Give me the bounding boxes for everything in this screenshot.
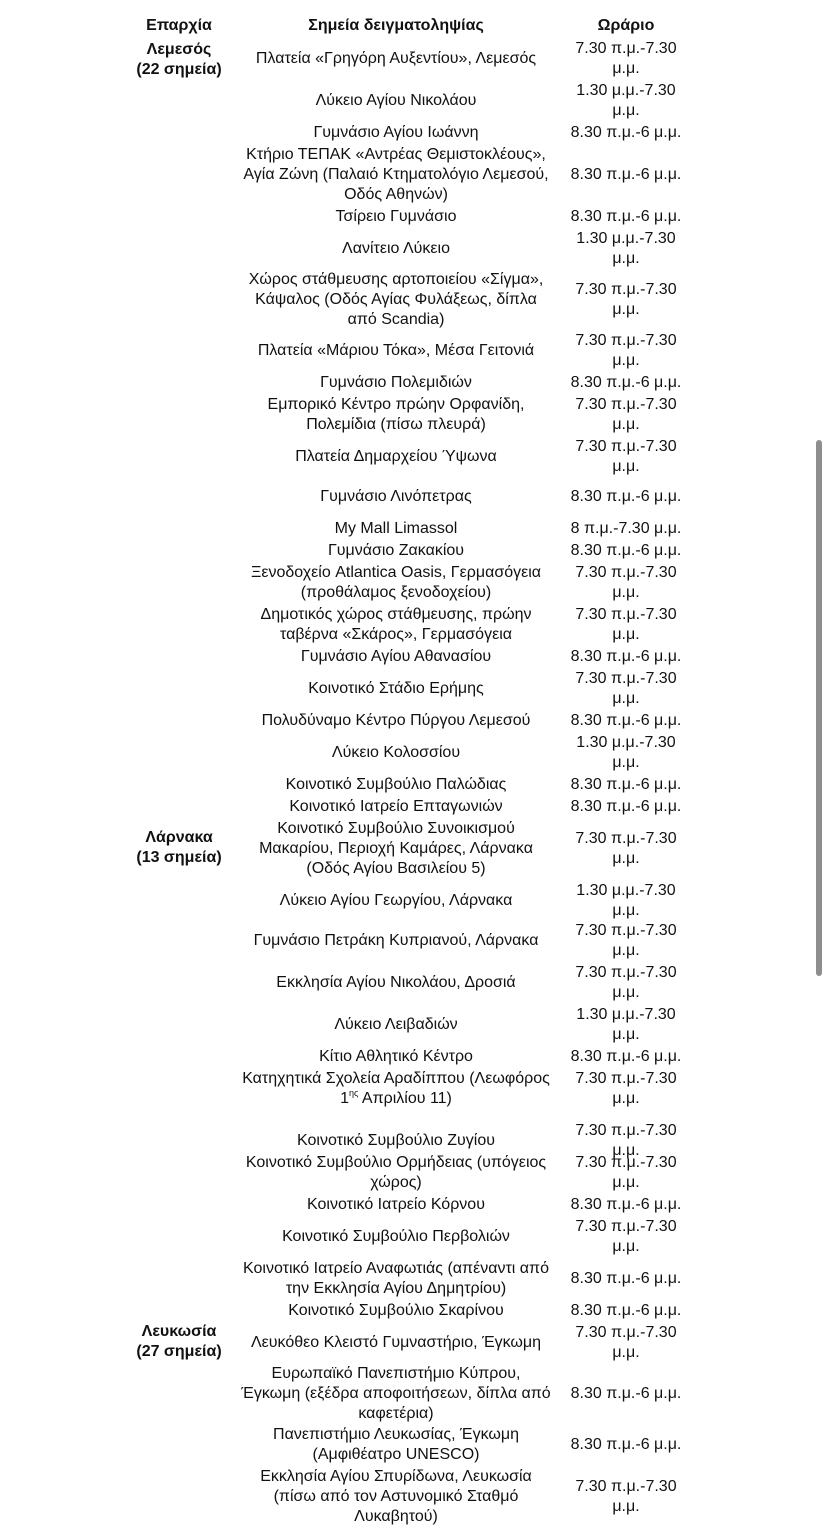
table-row bbox=[0, 1068, 828, 1110]
hours-cell-line: μ.μ. bbox=[612, 1498, 640, 1515]
table-row bbox=[0, 270, 828, 330]
location-cell bbox=[232, 819, 560, 879]
location-cell bbox=[232, 775, 560, 795]
scrollbar[interactable] bbox=[816, 440, 822, 976]
hours-cell bbox=[562, 1435, 690, 1455]
hours-cell bbox=[562, 963, 690, 1003]
hours-cell-line: μ.μ. bbox=[612, 902, 640, 919]
hours-cell-line: 7.30 π.μ.-7.30 bbox=[575, 1122, 677, 1139]
location-cell-line: Οδός Αθηνών) bbox=[344, 186, 448, 203]
district-count: (22 σημεία) bbox=[136, 61, 222, 78]
location-cell-line: Κοινοτικό Συμβούλιο Συνοικισμού bbox=[277, 820, 515, 837]
location-cell-line: (Οδός Αγίου Βασιλείου 5) bbox=[306, 860, 486, 877]
location-cell-line: Κατηχητικά Σχολεία Αραδίππου (Λεωφόρος bbox=[242, 1070, 550, 1087]
hours-cell-line: μ.μ. bbox=[612, 1174, 640, 1191]
location-cell-line: Κοινοτικό Συμβούλιο Ζυγίου bbox=[297, 1132, 495, 1149]
location-cell bbox=[232, 1364, 560, 1424]
table-row bbox=[0, 1364, 828, 1424]
location-cell bbox=[232, 123, 560, 143]
location-cell bbox=[232, 395, 560, 435]
hours-cell bbox=[562, 39, 690, 79]
location-cell-line: Κοινοτικό Συμβούλιο Ορμήδειας (υπόγειος bbox=[245, 1154, 547, 1171]
location-cell-line: Χώρος στάθμευσης αρτοποιείου «Σίγμα», bbox=[248, 271, 544, 288]
hours-cell-line: μ.μ. bbox=[612, 102, 640, 119]
table-row bbox=[0, 436, 828, 478]
hours-cell bbox=[562, 1384, 690, 1404]
table-row bbox=[0, 518, 828, 540]
location-cell-line: Λευκόθεο Κλειστό Γυμναστήριο, Έγκωμη bbox=[250, 1334, 542, 1351]
hours-cell-line: 7.30 π.μ.-7.30 bbox=[575, 964, 677, 981]
location-cell bbox=[232, 1131, 560, 1151]
location-cell bbox=[232, 711, 560, 731]
table-row bbox=[0, 604, 828, 646]
hours-cell-line: 7.30 π.μ.-7.30 bbox=[575, 922, 677, 939]
hours-cell bbox=[562, 605, 690, 645]
location-cell-line: Πανεπιστήμιο Λευκωσίας, Έγκωμη bbox=[273, 1426, 519, 1443]
hours-cell-line: 7.30 π.μ.-7.30 bbox=[575, 396, 677, 413]
hours-cell bbox=[562, 1195, 690, 1215]
hours-cell-line: μ.μ. bbox=[612, 60, 640, 77]
location-cell bbox=[232, 1153, 560, 1193]
hours-cell-line: 8.30 π.μ.-6 μ.μ. bbox=[570, 166, 682, 183]
hours-cell bbox=[562, 921, 690, 961]
hours-cell bbox=[562, 733, 690, 773]
location-cell-line: (προθάλαμος ξενοδοχείου) bbox=[300, 584, 492, 601]
hours-cell bbox=[562, 519, 690, 539]
hours-cell-line: 8.30 π.μ.-6 μ.μ. bbox=[570, 542, 682, 559]
location-cell-line: Κοινοτικό Ιατρείο Επταγωνιών bbox=[289, 798, 503, 815]
hours-cell-line: 8.30 π.μ.-6 μ.μ. bbox=[570, 208, 682, 225]
hours-cell-line: 7.30 π.μ.-7.30 bbox=[575, 281, 677, 298]
location-cell bbox=[232, 973, 560, 993]
hours-cell-line: μ.μ. bbox=[612, 690, 640, 707]
hours-cell-line: 8.30 π.μ.-6 μ.μ. bbox=[570, 776, 682, 793]
table-row bbox=[0, 710, 828, 732]
location-cell-line: Αγία Ζώνη (Παλαιό Κτηματολόγιο Λεμεσού, bbox=[243, 166, 549, 183]
location-cell bbox=[232, 541, 560, 561]
hours-cell-line: 1.30 μ.μ.-7.30 bbox=[576, 230, 676, 247]
table-row bbox=[0, 1004, 828, 1046]
hours-cell-line: 8.30 π.μ.-6 μ.μ. bbox=[570, 488, 682, 505]
hours-cell-line: 7.30 π.μ.-7.30 bbox=[575, 1154, 677, 1171]
location-cell bbox=[232, 519, 560, 539]
hours-cell bbox=[562, 487, 690, 507]
hours-cell bbox=[562, 775, 690, 795]
location-cell bbox=[232, 1195, 560, 1215]
location-cell-line: Γυμνάσιο Πετράκη Κυπριανού, Λάρνακα bbox=[253, 932, 539, 949]
location-cell-line: Πολυδύναμο Κέντρο Πύργου Λεμεσού bbox=[261, 712, 531, 729]
table-row bbox=[0, 486, 828, 508]
hours-cell-line: 7.30 π.μ.-7.30 bbox=[575, 1478, 677, 1495]
location-cell-line: Γυμνάσιο Ζακακίου bbox=[327, 542, 465, 559]
location-cell-line: Λυκαβητού) bbox=[354, 1508, 438, 1525]
hours-cell-line: 1.30 μ.μ.-7.30 bbox=[576, 82, 676, 99]
table-row bbox=[0, 1194, 828, 1216]
hours-cell bbox=[562, 81, 690, 121]
hours-cell-line: 8.30 π.μ.-6 μ.μ. bbox=[570, 124, 682, 141]
hours-cell-line: 7.30 π.μ.-7.30 bbox=[575, 438, 677, 455]
location-cell bbox=[232, 1467, 560, 1527]
location-cell-line: την Εκκλησία Αγίου Δημητρίου) bbox=[285, 1280, 507, 1297]
hours-cell-line: 1.30 μ.μ.-7.30 bbox=[576, 882, 676, 899]
hours-cell-line: μ.μ. bbox=[612, 1142, 640, 1159]
hours-cell bbox=[562, 165, 690, 185]
location-cell bbox=[232, 1259, 560, 1299]
hours-cell bbox=[562, 1301, 690, 1321]
location-cell-line: χώρος) bbox=[370, 1174, 422, 1191]
hours-cell bbox=[562, 1269, 690, 1289]
location-cell bbox=[232, 797, 560, 817]
hours-cell bbox=[562, 711, 690, 731]
table-row bbox=[0, 1322, 828, 1364]
hours-cell-line: 7.30 π.μ.-7.30 bbox=[575, 606, 677, 623]
hours-cell-line: 7.30 π.μ.-7.30 bbox=[575, 564, 677, 581]
location-cell-line: Λύκειο Αγίου Νικολάου bbox=[315, 92, 477, 109]
location-cell-line: Κοινοτικό Συμβούλιο Σκαρίνου bbox=[288, 1302, 504, 1319]
table-row bbox=[0, 562, 828, 604]
table-row bbox=[0, 228, 828, 270]
location-cell-line: Δημοτικός χώρος στάθμευσης, πρώην bbox=[260, 606, 532, 623]
location-cell bbox=[232, 145, 560, 205]
location-cell bbox=[232, 679, 560, 699]
hours-cell bbox=[562, 669, 690, 709]
location-cell-line: (πίσω από τον Αστυνομικό Σταθμό bbox=[273, 1488, 519, 1505]
hours-cell bbox=[562, 1153, 690, 1193]
hours-cell-line: μ.μ. bbox=[612, 1238, 640, 1255]
hours-cell-line: μ.μ. bbox=[612, 458, 640, 475]
district-count: (13 σημεία) bbox=[136, 849, 222, 866]
location-cell-line: Τσίρειο Γυμνάσιο bbox=[335, 208, 457, 225]
location-cell-line: Κτήριο ΤΕΠΑΚ «Αντρέας Θεμιστοκλέους», bbox=[246, 146, 546, 163]
location-cell bbox=[232, 1301, 560, 1321]
hours-cell-line: μ.μ. bbox=[612, 1344, 640, 1361]
location-cell bbox=[232, 207, 560, 227]
location-cell-line: Λύκειο Κολοσσίου bbox=[331, 744, 461, 761]
table-row bbox=[0, 1046, 828, 1068]
location-cell bbox=[232, 891, 560, 911]
hours-cell-line: 7.30 π.μ.-7.30 bbox=[575, 1070, 677, 1087]
hours-cell bbox=[562, 647, 690, 667]
location-cell-line: Εκκλησία Αγίου Σπυρίδωνα, Λευκωσία bbox=[260, 1468, 532, 1485]
location-cell bbox=[232, 341, 560, 361]
table-row bbox=[0, 962, 828, 1004]
district-name: Λάρνακα bbox=[145, 829, 213, 846]
table-row bbox=[0, 1466, 828, 1528]
table-row bbox=[0, 1424, 828, 1466]
table-row bbox=[0, 330, 828, 372]
location-cell bbox=[232, 447, 560, 467]
location-cell-line: Κοινοτικό Συμβούλιο Περβολιών bbox=[282, 1228, 510, 1245]
table-row bbox=[0, 1152, 828, 1194]
location-cell-line: Πλατεία Δημαρχείου Ύψωνα bbox=[295, 448, 497, 465]
hours-cell-line: μ.μ. bbox=[612, 1026, 640, 1043]
location-cell-line: Πλατεία «Γρηγόρη Αυξεντίου», Λεμεσός bbox=[255, 50, 537, 67]
hours-cell bbox=[562, 881, 690, 921]
location-cell bbox=[232, 931, 560, 951]
hours-cell-line: 8.30 π.μ.-6 μ.μ. bbox=[570, 1270, 682, 1287]
district-name: Λευκωσία bbox=[141, 1323, 217, 1340]
hours-cell bbox=[562, 395, 690, 435]
hours-cell bbox=[562, 207, 690, 227]
table-row bbox=[0, 774, 828, 796]
hours-cell-line: 8.30 π.μ.-6 μ.μ. bbox=[570, 1436, 682, 1453]
table-row bbox=[0, 920, 828, 962]
location-cell bbox=[232, 1047, 560, 1067]
location-cell-line: Κοινοτικό Συμβούλιο Παλώδιας bbox=[285, 776, 507, 793]
location-cell bbox=[232, 487, 560, 507]
table-row bbox=[0, 38, 828, 80]
hours-cell-line: 8.30 π.μ.-6 μ.μ. bbox=[570, 1196, 682, 1213]
table-row bbox=[0, 796, 828, 818]
location-cell bbox=[232, 270, 560, 330]
location-cell-line: Κοινοτικό Ιατρείο Αναφωτιάς (απέναντι από bbox=[243, 1260, 549, 1277]
table-row bbox=[0, 80, 828, 122]
hours-cell-line: 7.30 π.μ.-7.30 bbox=[575, 830, 677, 847]
location-cell-line: ταβέρνα «Σκάρος», Γερμασόγεια bbox=[279, 626, 513, 643]
hours-cell bbox=[562, 373, 690, 393]
location-cell bbox=[232, 563, 560, 603]
table-row bbox=[0, 1300, 828, 1322]
hours-cell-line: μ.μ. bbox=[612, 352, 640, 369]
location-cell bbox=[232, 1015, 560, 1035]
location-cell-line: Κοινοτικό Ιατρείο Κόρνου bbox=[307, 1196, 485, 1213]
hours-cell-line: μ.μ. bbox=[612, 626, 640, 643]
table-row bbox=[0, 206, 828, 228]
location-cell-line: Ευρωπαϊκό Πανεπιστήμιο Κύπρου, bbox=[271, 1365, 521, 1382]
hours-cell bbox=[562, 1047, 690, 1067]
table-row bbox=[0, 1258, 828, 1300]
location-cell-line: Γυμνάσιο Αγίου Αθανασίου bbox=[300, 648, 492, 665]
location-cell bbox=[232, 1333, 560, 1353]
hours-cell bbox=[562, 541, 690, 561]
hours-cell-line: 7.30 π.μ.-7.30 bbox=[575, 332, 677, 349]
table-row bbox=[0, 540, 828, 562]
location-cell bbox=[232, 49, 560, 69]
district-count: (27 σημεία) bbox=[136, 1343, 222, 1360]
location-cell-line: Ξενοδοχείο Atlantica Oasis, Γερμασόγεια bbox=[250, 564, 542, 581]
location-cell-line: καφετέρια) bbox=[358, 1405, 434, 1422]
header-location: Σημεία δειγματοληψίας bbox=[308, 17, 484, 34]
table-row bbox=[0, 732, 828, 774]
hours-cell-line: μ.μ. bbox=[612, 850, 640, 867]
location-cell-line: (Αμφιθέατρο UNESCO) bbox=[312, 1446, 480, 1463]
location-cell bbox=[232, 605, 560, 645]
header-hours: Ωράριο bbox=[597, 17, 655, 34]
ordinal-suffix: ης bbox=[349, 1088, 359, 1098]
table-row bbox=[0, 122, 828, 144]
location-cell bbox=[232, 91, 560, 111]
hours-cell bbox=[562, 1323, 690, 1363]
location-cell-line: Κοινοτικό Στάδιο Ερήμης bbox=[308, 680, 484, 697]
location-cell-line: Λύκειο Αγίου Γεωργίου, Λάρνακα bbox=[279, 892, 513, 909]
hours-cell-line: μ.μ. bbox=[612, 942, 640, 959]
hours-cell-line: 8 π.μ.-7.30 μ.μ. bbox=[570, 520, 682, 537]
location-cell bbox=[232, 743, 560, 763]
hours-cell-line: 8.30 π.μ.-6 μ.μ. bbox=[570, 712, 682, 729]
hours-cell-line: 7.30 π.μ.-7.30 bbox=[575, 40, 677, 57]
hours-cell bbox=[562, 280, 690, 320]
hours-cell bbox=[562, 563, 690, 603]
hours-cell-line: μ.μ. bbox=[612, 584, 640, 601]
hours-cell-line: 8.30 π.μ.-6 μ.μ. bbox=[570, 1385, 682, 1402]
location-cell-line: Λανίτειο Λύκειο bbox=[342, 240, 450, 257]
table-row bbox=[0, 646, 828, 668]
district-name: Λεμεσός bbox=[146, 41, 212, 58]
hours-cell-line: 8.30 π.μ.-6 μ.μ. bbox=[570, 1048, 682, 1065]
location-cell-line: Εκκλησία Αγίου Νικολάου, Δροσιά bbox=[276, 974, 516, 991]
table-row bbox=[0, 1216, 828, 1258]
table-row bbox=[0, 144, 828, 206]
hours-cell-line: 1.30 μ.μ.-7.30 bbox=[576, 1006, 676, 1023]
location-cell-line: Πλατεία «Μάριου Τόκα», Μέσα Γειτονιά bbox=[257, 342, 535, 359]
table-row bbox=[0, 394, 828, 436]
hours-cell-line: 8.30 π.μ.-6 μ.μ. bbox=[570, 374, 682, 391]
hours-cell-line: 8.30 π.μ.-6 μ.μ. bbox=[570, 648, 682, 665]
location-cell-line: από Scandia) bbox=[347, 311, 445, 328]
location-cell-line: Μακαρίου, Περιοχή Καμάρες, Λάρνακα bbox=[259, 840, 533, 857]
location-cell-line: $1^{\eta\varsigma}$ Απριλίου 11) bbox=[340, 1088, 452, 1107]
hours-cell bbox=[562, 1069, 690, 1109]
hours-cell-line: 8.30 π.μ.-6 μ.μ. bbox=[570, 798, 682, 815]
location-cell-line: Λύκειο Λειβαδιών bbox=[334, 1016, 458, 1033]
location-cell-line: Γυμνάσιο Πολεμιδιών bbox=[320, 374, 472, 391]
hours-cell bbox=[562, 829, 690, 869]
hours-cell bbox=[562, 797, 690, 817]
location-cell bbox=[232, 1069, 560, 1109]
hours-cell-line: 8.30 π.μ.-6 μ.μ. bbox=[570, 1302, 682, 1319]
location-cell-line: Γυμνάσιο Αγίου Ιωάννη bbox=[313, 124, 479, 141]
hours-cell bbox=[562, 331, 690, 371]
hours-cell-line: μ.μ. bbox=[612, 984, 640, 1001]
table-row bbox=[0, 668, 828, 710]
hours-cell-line: 1.30 μ.μ.-7.30 bbox=[576, 734, 676, 751]
table-row bbox=[0, 880, 828, 922]
hours-cell bbox=[562, 437, 690, 477]
hours-cell-line: μ.μ. bbox=[612, 1090, 640, 1107]
location-cell bbox=[232, 1425, 560, 1465]
hours-cell-line: μ.μ. bbox=[612, 416, 640, 433]
header-district: Επαρχία bbox=[146, 17, 212, 34]
hours-cell bbox=[562, 123, 690, 143]
table-row bbox=[0, 818, 828, 880]
hours-cell-line: 7.30 π.μ.-7.30 bbox=[575, 1218, 677, 1235]
hours-cell bbox=[562, 1477, 690, 1517]
location-cell-line: Κάψαλος (Οδός Αγίας Φυλάξεως, δίπλα bbox=[255, 291, 537, 308]
location-cell bbox=[232, 239, 560, 259]
location-cell-line: Γυμνάσιο Λινόπετρας bbox=[320, 488, 472, 505]
hours-cell-line: 7.30 π.μ.-7.30 bbox=[575, 1324, 677, 1341]
location-cell-line: Εμπορικό Κέντρο πρώην Ορφανίδη, bbox=[267, 396, 525, 413]
location-cell-line: Έγκωμη (εξέδρα αποφοιτήσεων, δίπλα από bbox=[241, 1385, 551, 1402]
location-cell-line: Πολεμίδια (πίσω πλευρά) bbox=[306, 416, 486, 433]
hours-cell bbox=[562, 1005, 690, 1045]
hours-cell bbox=[562, 229, 690, 269]
hours-cell-line: μ.μ. bbox=[612, 301, 640, 318]
hours-cell-line: μ.μ. bbox=[612, 754, 640, 771]
table-row bbox=[0, 372, 828, 394]
hours-cell bbox=[562, 1217, 690, 1257]
location-cell-line: My Mall Limassol bbox=[334, 520, 458, 537]
location-cell-line: Κίτιο Αθλητικό Κέντρο bbox=[319, 1048, 473, 1065]
location-cell bbox=[232, 647, 560, 667]
hours-cell-line: 7.30 π.μ.-7.30 bbox=[575, 670, 677, 687]
hours-cell-line: μ.μ. bbox=[612, 250, 640, 267]
location-cell bbox=[232, 373, 560, 393]
location-cell bbox=[232, 1227, 560, 1247]
